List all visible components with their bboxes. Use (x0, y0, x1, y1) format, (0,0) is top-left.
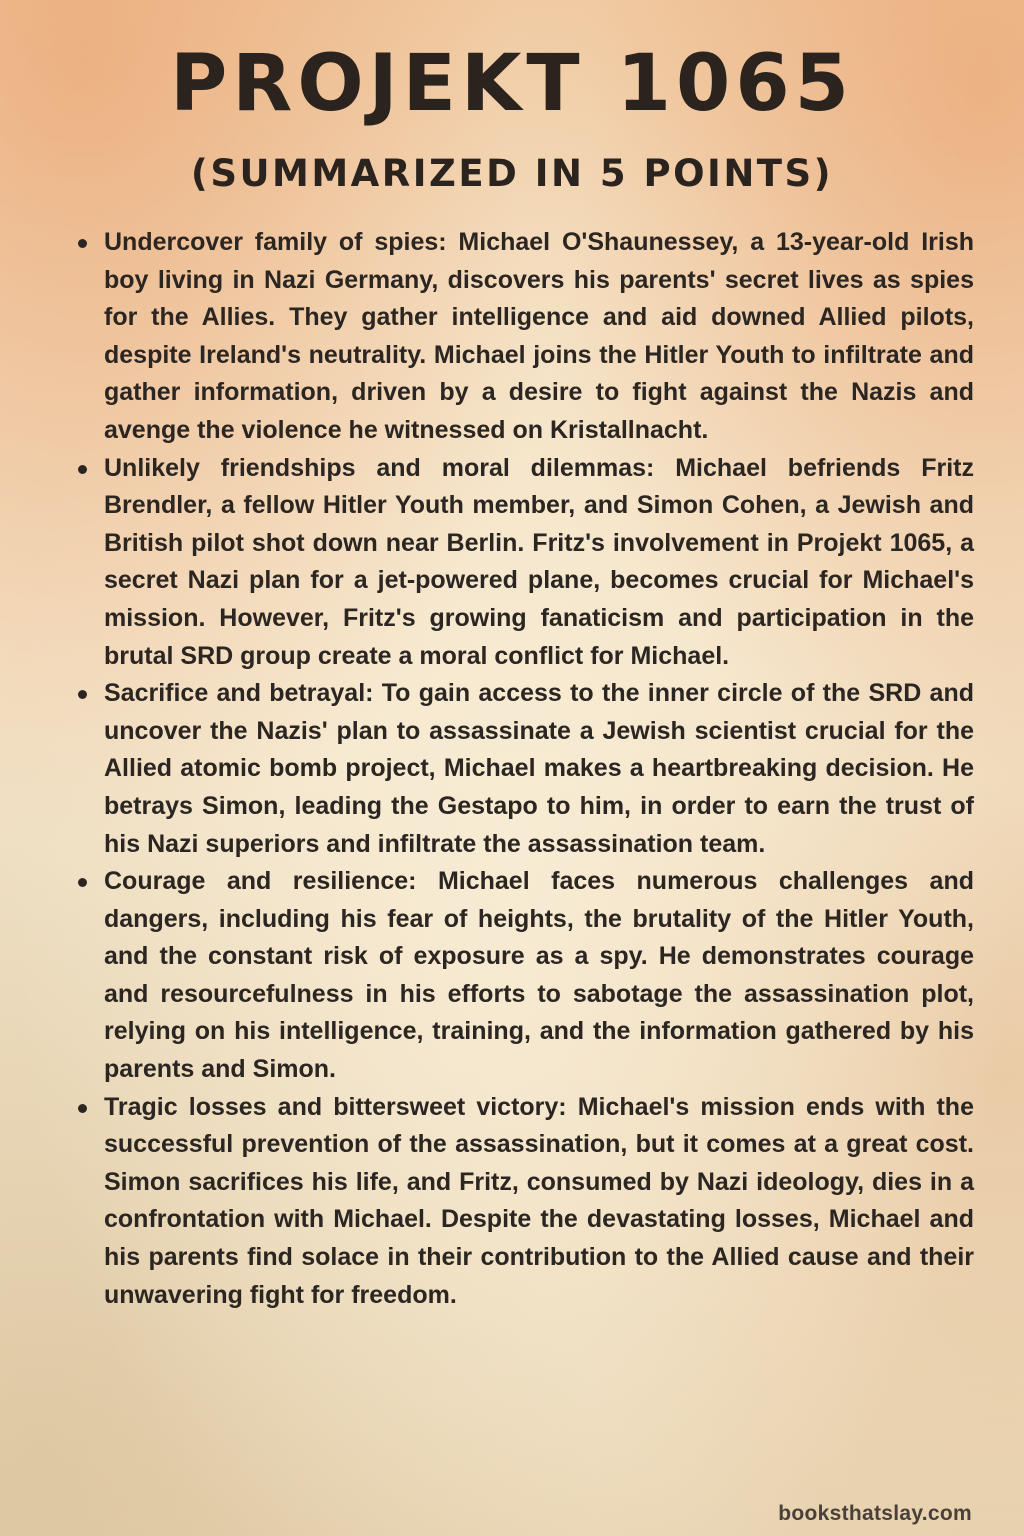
summary-point-3 (78, 675, 974, 863)
summary-point-text: Sacrifice and betrayal: To gain access to the inner circle of the SRD and uncover the Nazis' plan to assassinate a Jewish scientist crucial for the Allied atomic bomb project, Michael makes a heartbreaking decision. He betrays Simon, leading the Gestapo to him, in order to earn the trust of his Nazi superiors and infiltrate the assassination team. (104, 679, 974, 858)
page-title: PROJEKT 1065 (170, 39, 854, 129)
bullet-dot-icon (78, 465, 87, 474)
summary-point-text: Unlikely friendships and moral dilemmas: Michael befriends Fritz Brendler, a fellow Hitler Youth member, and Simon Cohen, a Jewish and British pilot shot down near Berlin. Fritz's involvement in Projekt 1065, a secret Nazi plan for a jet-powered plane, becomes crucial for Michael's mission. However, Fritz's growing fanaticism and participation in the brutal SRD group create a moral conflict for Michael. (104, 453, 974, 670)
bullet-dot-icon (78, 1104, 87, 1113)
summary-point-5 (78, 1089, 974, 1315)
summary-points-list (78, 224, 974, 1314)
summary-point-4 (78, 863, 974, 1089)
bullet-dot-icon (78, 690, 87, 699)
bullet-dot-icon (78, 878, 87, 887)
summary-point-text: Tragic losses and bittersweet victory: Michael's mission ends with the successful prevention of the assassination, but it comes at a great cost. Simon sacrifices his life, and Fritz, consumed by Nazi ideology, dies in a confrontation with Michael. Despite the devastating losses, Michael and his parents find solace in their contribution to the Allied cause and their unwavering fight for freedom. (104, 1092, 974, 1309)
summary-point-text: Courage and resilience: Michael faces numerous challenges and dangers, including his fear of heights, the brutality of the Hitler Youth, and the constant risk of exposure as a spy. He demonstrates courage and resourcefulness in his efforts to sabotage the assassination plot, relying on his intelligence, training, and the information gathered by his parents and Simon. (104, 867, 974, 1084)
summary-point-2 (78, 450, 974, 676)
page-subtitle: (SUMMARIZED IN 5 POINTS) (190, 152, 834, 195)
bullet-dot-icon (78, 239, 87, 248)
source-watermark: booksthatslay.com (778, 1502, 972, 1525)
summary-point-1 (78, 224, 974, 450)
summary-point-text: Undercover family of spies: Michael O'Shaunessey, a 13-year-old Irish boy living in Nazi Germany, discovers his parents' secret lives as spies for the Allies. They gather intelligence and aid downed Allied pilots, despite Ireland's neutrality. Michael joins the Hitler Youth to infiltrate and gather information, driven by a desire to fight against the Nazis and avenge the violence he witnessed on Kristallnacht. (104, 228, 974, 444)
